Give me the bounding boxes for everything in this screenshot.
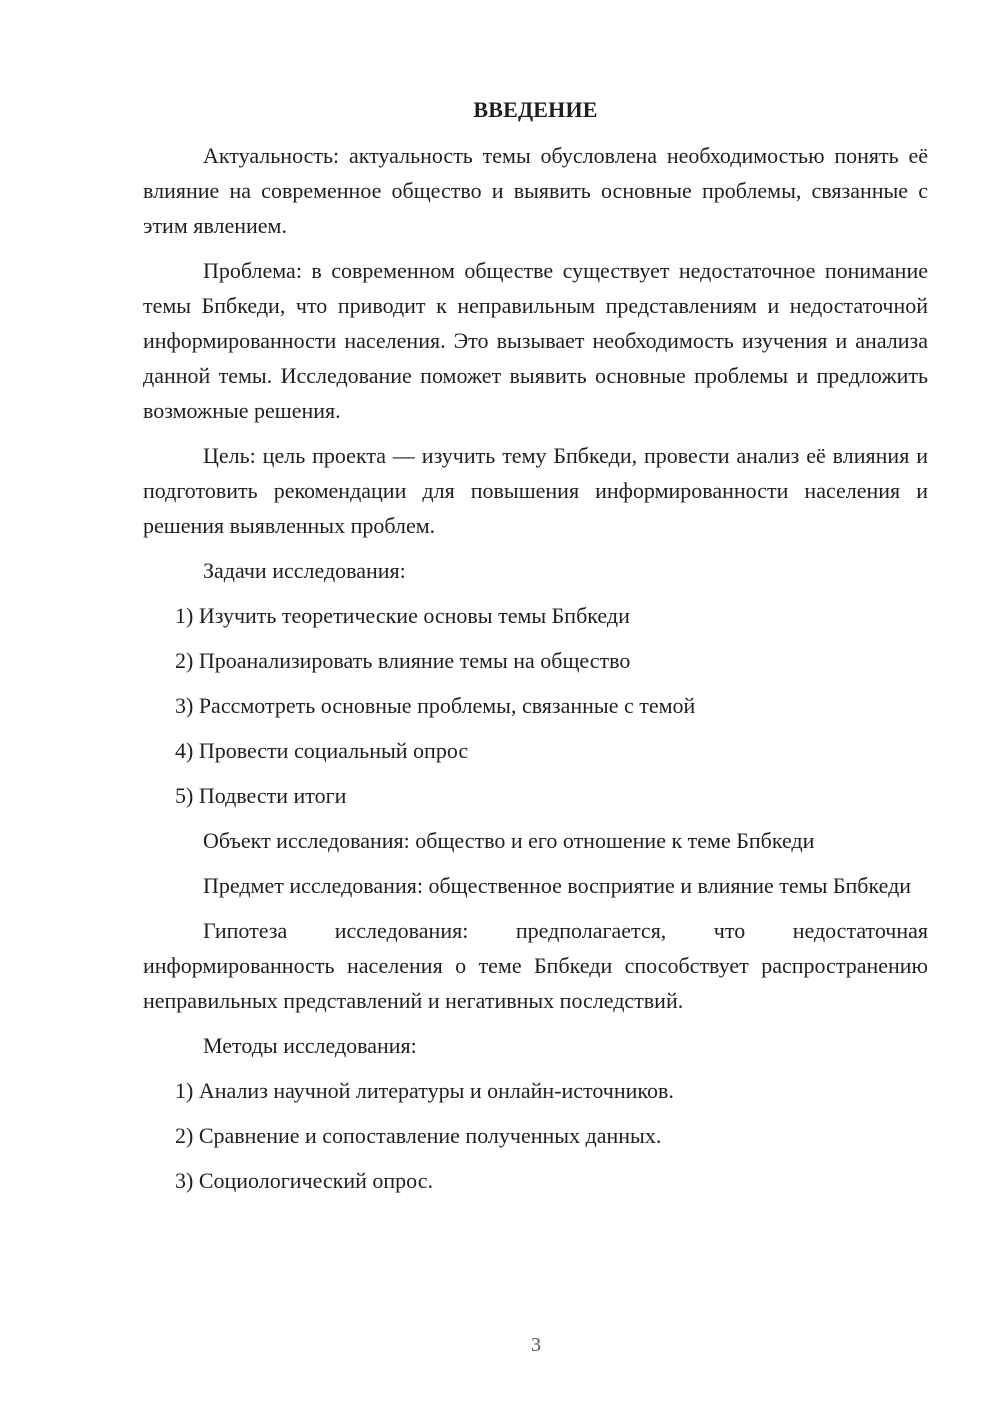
task-item: 2) Проанализировать влияние темы на общество: [175, 648, 631, 673]
methods-label: Методы исследования:: [203, 1033, 417, 1058]
method-item: 3) Социологический опрос.: [175, 1168, 433, 1193]
subject-paragraph: Предмет исследования: общественное восприятие и влияние темы Бпбкеди: [203, 873, 912, 898]
task-item: 1) Изучить теоретические основы темы Бпбкеди: [175, 603, 630, 628]
goal-paragraph: Цель: цель проекта — изучить тему Бпбкеди, провести анализ её влияния и подготовить рекомендации для повышения информированности населения и решения выявленных проблем.: [143, 443, 928, 538]
page-heading: ВВЕДЕНИЕ: [473, 97, 598, 122]
relevance-paragraph: Актуальность: актуальность темы обусловлена необходимостью понять её влияние на современное общество и выявить основные проблемы, связанные с этим явлением.: [143, 143, 928, 238]
task-item: 5) Подвести итоги: [175, 783, 347, 808]
task-item: 3) Рассмотреть основные проблемы, связанные с темой: [175, 693, 696, 718]
object-paragraph: Объект исследования: общество и его отношение к теме Бпбкеди: [203, 828, 815, 853]
problem-paragraph: Проблема: в современном обществе существует недостаточное понимание темы Бпбкеди, что приводит к неправильным представлениям и недостаточной информированности населения. Это вызывает необходимость изучения и анализа данной темы. Исследование поможет выявить основные проблемы и предложить возможные решения.: [143, 258, 928, 423]
method-item: 2) Сравнение и сопоставление полученных данных.: [175, 1123, 662, 1148]
page-content: [143, 92, 928, 1198]
tasks-label: Задачи исследования:: [203, 558, 406, 583]
page-number: 3: [531, 1334, 541, 1356]
method-item: 1) Анализ научной литературы и онлайн-источников.: [175, 1078, 674, 1103]
hypothesis-paragraph: Гипотеза исследования: предполагается, что недостаточная информированность населения о теме Бпбкеди способствует распространению неправильных представлений и негативных последствий.: [143, 918, 928, 1013]
task-item: 4) Провести социальный опрос: [175, 738, 469, 763]
